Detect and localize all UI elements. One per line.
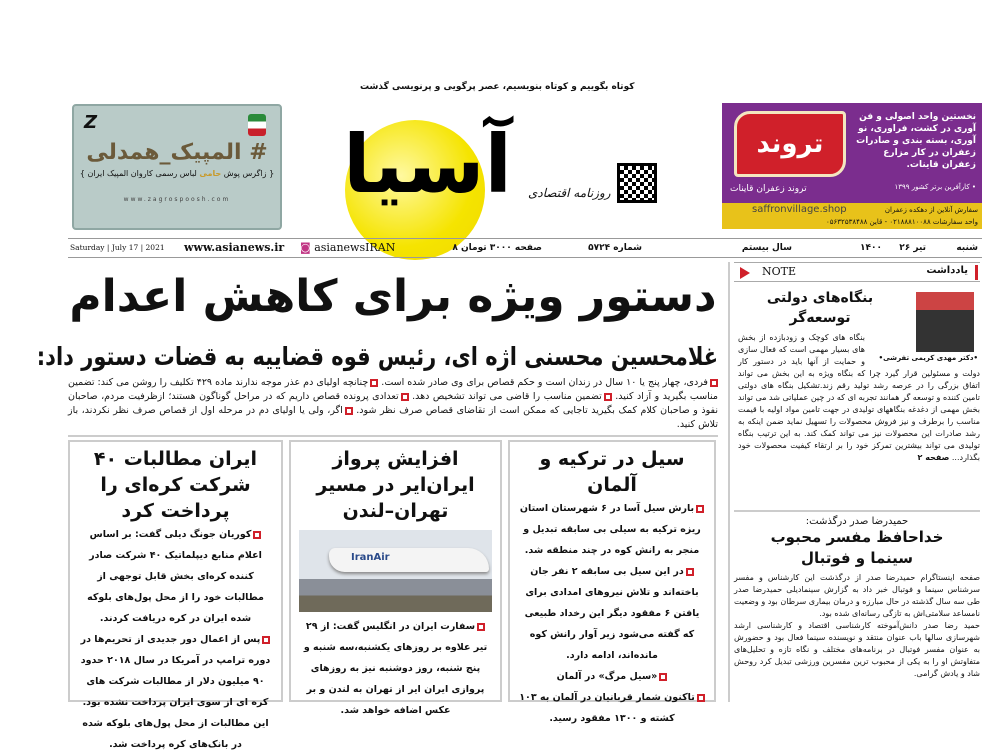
article-para: «سیل مرگ» در آلمان	[556, 671, 658, 682]
ad-subtext	[74, 169, 280, 178]
note-text: بنگاه های کوچک و زودبازده از بخش های بسیار مهمی است که فعال سازی و حمایت از آنها باید در دستور کار دولت و مسئولین قرار گیرد چرا که بنگاه ویژه به این بخش می تواند اتفاق بزرگی را در عرصه رشد تولید رقم زند.تشکیل بنگاه های دولتی تامین کننده و توسعه گر همانند تجربه ای که در چین عملیاتی شد می تواند بخش مهمی از دغدغه بنگاههای تولیدی در جهت تامین مواد اولیه با قیمت مناسب را برطرف و نیز فروش محصولات را تسهیل نماید ضمن اینکه به رشد صادرات این محصولات نیز می تواند کمک کند. به این ترتیب بنگاه تولیدی می تواند بیشترین تمرکز خود را بر ارتقاء کیفیت محصولات خود بگذارد...	[738, 333, 980, 462]
note-label-fa: یادداشت	[926, 265, 968, 276]
obituary-para: حمید رضا صدر دانش‌آموخته کارشناسی اقتصاد و کارشناسی ارشد شهرسازی سالها باب عنوان منتقد و نویسنده سینما فعال بود و حضورش به عنوان مفسر فوتبال در برنامه‌های مختلف و نگاه تازه و تحلیل‌های متفاوتش او را به یکی از محبوب ترین مفسرین ورزشی تبدیل کرد روحش شاد و یادش گرامی.	[734, 621, 980, 678]
lead-item: چنانچه اولیای دم عذر موجه ندارند ماده ۴۲۹ تکلیف را روشن می کند: تضمین مناسب بگیرید و آزاد کنید.	[68, 377, 719, 402]
bullet-icon	[659, 673, 667, 681]
article-para: تاکنون شمار قربانیان در آلمان به ۱۰۳ کشته و ۱۳۰۰ مفقود رسید.	[519, 692, 695, 724]
author-name: •دکتر مهدی کریمی تفرشی•	[878, 354, 978, 362]
zagros-logo: Z	[84, 112, 98, 133]
olympic-flag-icon	[248, 114, 266, 136]
issue-number: شماره ۵۷۲۴	[588, 243, 642, 253]
website-link[interactable]: www.asianews.ir	[184, 241, 285, 254]
article-title[interactable]: ایران مطالبات ۴۰ شرکت کره‌ای را پرداخت کرد	[93, 448, 258, 522]
article-iranair[interactable]	[289, 440, 502, 716]
obituary-title[interactable]: خداحافظ مفسر محبوب سینما و فوتبال	[770, 528, 944, 567]
ad-contact-band	[722, 203, 982, 229]
date-bar	[68, 238, 982, 258]
iranair-plane-photo	[299, 530, 492, 612]
article-para: پس از اعمال دور جدیدی از تحریم‌ها در دوره ترامپ در آمریکا در سال ۲۰۱۸ حدود ۹۰ میلیون دلار از مطالبات شرکت های کره ای از سوی ایران پرداخت نشده بود.	[80, 634, 271, 708]
bullet-icon	[604, 393, 612, 401]
ad-sub-post: لباس رسمی کاروان المپیک ایران }	[79, 169, 200, 178]
article-title[interactable]: افزایش پرواز ایران‌ایر در مسیر تهران–لندن	[316, 448, 475, 522]
article-para: کوریان جونگ دیلی گفت: بر اساس اعلام منابع دیپلماتیک ۴۰ شرکت صادر کننده کره‌ای بخش قابل توجهی از مطالبات خود را از محل پول‌های بلوکه شده ایران در کره دریافت کردند.	[87, 529, 264, 624]
play-triangle-icon	[740, 267, 750, 279]
red-marker	[975, 265, 978, 280]
english-date: Saturday | July 17 | 2021	[70, 243, 165, 252]
saffron-ad[interactable]	[722, 103, 982, 229]
main-headline[interactable]: دستور ویژه برای کاهش اعدام	[69, 271, 717, 322]
persian-date: ۲۶ تیر	[899, 243, 926, 253]
note-body	[738, 332, 980, 464]
ad-sub-highlight: حامی	[199, 169, 222, 178]
ad-text: نخستین واحد اصولی و فن آوری در کشت، فراوری، نو آوری، بسته بندی و صادرات زعفران در کار مزارع زعفران قاینات.	[856, 112, 976, 170]
bullet-icon	[686, 568, 694, 576]
bullet-icon	[401, 393, 409, 401]
ad-brand: تروند زعفران قاینات	[730, 184, 807, 194]
bullet-icon	[370, 379, 378, 387]
ad-sub-pre: { زاگرس پوش	[221, 169, 275, 178]
article-title[interactable]: سیل در ترکیه و آلمان	[539, 448, 685, 496]
ad-url: www.zagrospoosh.com	[123, 196, 231, 203]
instagram-text: asianewsIRAN	[314, 241, 396, 254]
article-para: در این سیل بی سابقه ۲ نفر جان باخته‌اند و تلاش نیروهای امدادی برای یافتن ۶ مفقود دیگر این رخداد طبیعی که گفته می‌شود زیر آوار رانش کوه مانده‌اند، ادامه دارد.	[524, 566, 700, 661]
article-para: بارش سیل آسا در ۶ شهرستان استان ریزه ترکیه به سیلی بی سابقه تبدیل و منجر به رانش کوه در چند منطقه شد.	[519, 503, 701, 556]
volume: سال بیستم	[741, 243, 792, 253]
weekday: شنبه	[956, 243, 978, 253]
ad-phone: واحد سفارشات ۰۲۱۸۸۸۱۰۰۸۸ - قاین ۰۵۶۳۲۵۳۸۴۸۸	[826, 218, 978, 226]
bullet-icon	[262, 636, 270, 644]
note-header	[734, 262, 980, 282]
instagram-icon: ◙	[300, 241, 311, 254]
obituary-para: صفحه اینستاگرام حمیدرضا صدر از درگذشت این کارشناس و مفسر سرشناس سینما و فوتبال خبر داد به گزارش سینمادیلی حمیدرضا صدر طی سه سال گذشته در حال مبارزه و درمان بیماری سرطان بود و وضعیت نامساعد سلامتی‌اش به تازگی رسانه‌ای شده بود.	[734, 573, 980, 618]
qr-code-icon[interactable]	[617, 163, 657, 203]
bullet-icon	[696, 505, 704, 513]
note-page-ref[interactable]: صفحه ۲	[917, 453, 950, 462]
obituary[interactable]	[734, 510, 980, 680]
sidebar	[728, 262, 982, 702]
note-label-en: NOTE	[762, 265, 797, 278]
ad-shop-link[interactable]: saffronvillage.shop	[752, 204, 847, 215]
lead-text	[68, 376, 718, 437]
article-flood[interactable]	[508, 440, 716, 724]
obituary-kicker: حمیدرضا صدر درگذشت:	[805, 516, 909, 527]
article-korea[interactable]	[68, 440, 283, 750]
ad-order: سفارش آنلاین از دهکده زعفران	[884, 206, 978, 214]
masthead-logo: آسیا	[343, 118, 512, 211]
bullet-icon	[697, 694, 705, 702]
kicker: غلامحسین محسنی اژه ای، رئیس قوه قضاییه به قضات دستور داد:	[36, 342, 718, 371]
bullet-icon	[710, 379, 718, 387]
plane-livery: IranAir	[351, 552, 390, 563]
lead-item: تضمین مناسب را قاضی می تواند تشخیص دهد.	[412, 391, 602, 402]
lead-item: اگر، ولی یا اولیای دم در مرحله اول از قصاص صرف نظر نکردند، باز تلاش کنید.	[68, 405, 718, 430]
bullet-icon	[477, 623, 485, 631]
price: ۸ صفحه ۳۰۰۰ تومان	[452, 243, 542, 253]
ad-logo: تروند	[734, 111, 846, 177]
bullet-icon	[253, 531, 261, 539]
bullet-icon	[345, 407, 353, 415]
ad-hashtag: # المپیک_همدلی	[86, 140, 268, 165]
masthead-subtitle: روزنامه اقتصادی	[528, 186, 611, 200]
article-para: این مطالبات از محل پول‌های بلوکه شده در بانک‌های کره پرداخت شد.	[82, 718, 269, 750]
ad-award: • کارآفرین برتر کشور ۱۳۹۹	[894, 183, 976, 191]
zagros-ad[interactable]	[72, 104, 282, 230]
note-title[interactable]: بنگاه‌های دولتی توسعه‌گر	[766, 290, 874, 326]
persian-year: ۱۴۰۰	[860, 243, 882, 253]
masthead-slogan: کوتاه بگوییم و کوتاه بنویسیم، عصر پرگویی و پرنویسی گذشت	[360, 82, 635, 92]
instagram-handle[interactable]	[300, 239, 395, 257]
lead-item: فردی، چهار پنج یا ۱۰ سال در زندان است و حکم قصاص برای وی صادر شده است.	[381, 377, 708, 388]
article-para: سفارت ایران در انگلیس گفت: از ۲۹ تیر علاوه بر روزهای یکشنبه،سه شنبه و پنج شنبه، روز دوشنبه نیز به روزهای پروازی ایران ایر از تهران به لندن و بر عکس اضافه خواهد شد.	[303, 621, 488, 716]
lead-item: تعدادی پرونده قصاص داریم که در مراحل گوناگون هستند؛ ازظرفیت مردم، صاحبان نفوذ و صاحبان کلام کمک بگیرید تاجایی که ممکن است از تقاضای قصاص صرف نظر شود.	[68, 391, 718, 416]
